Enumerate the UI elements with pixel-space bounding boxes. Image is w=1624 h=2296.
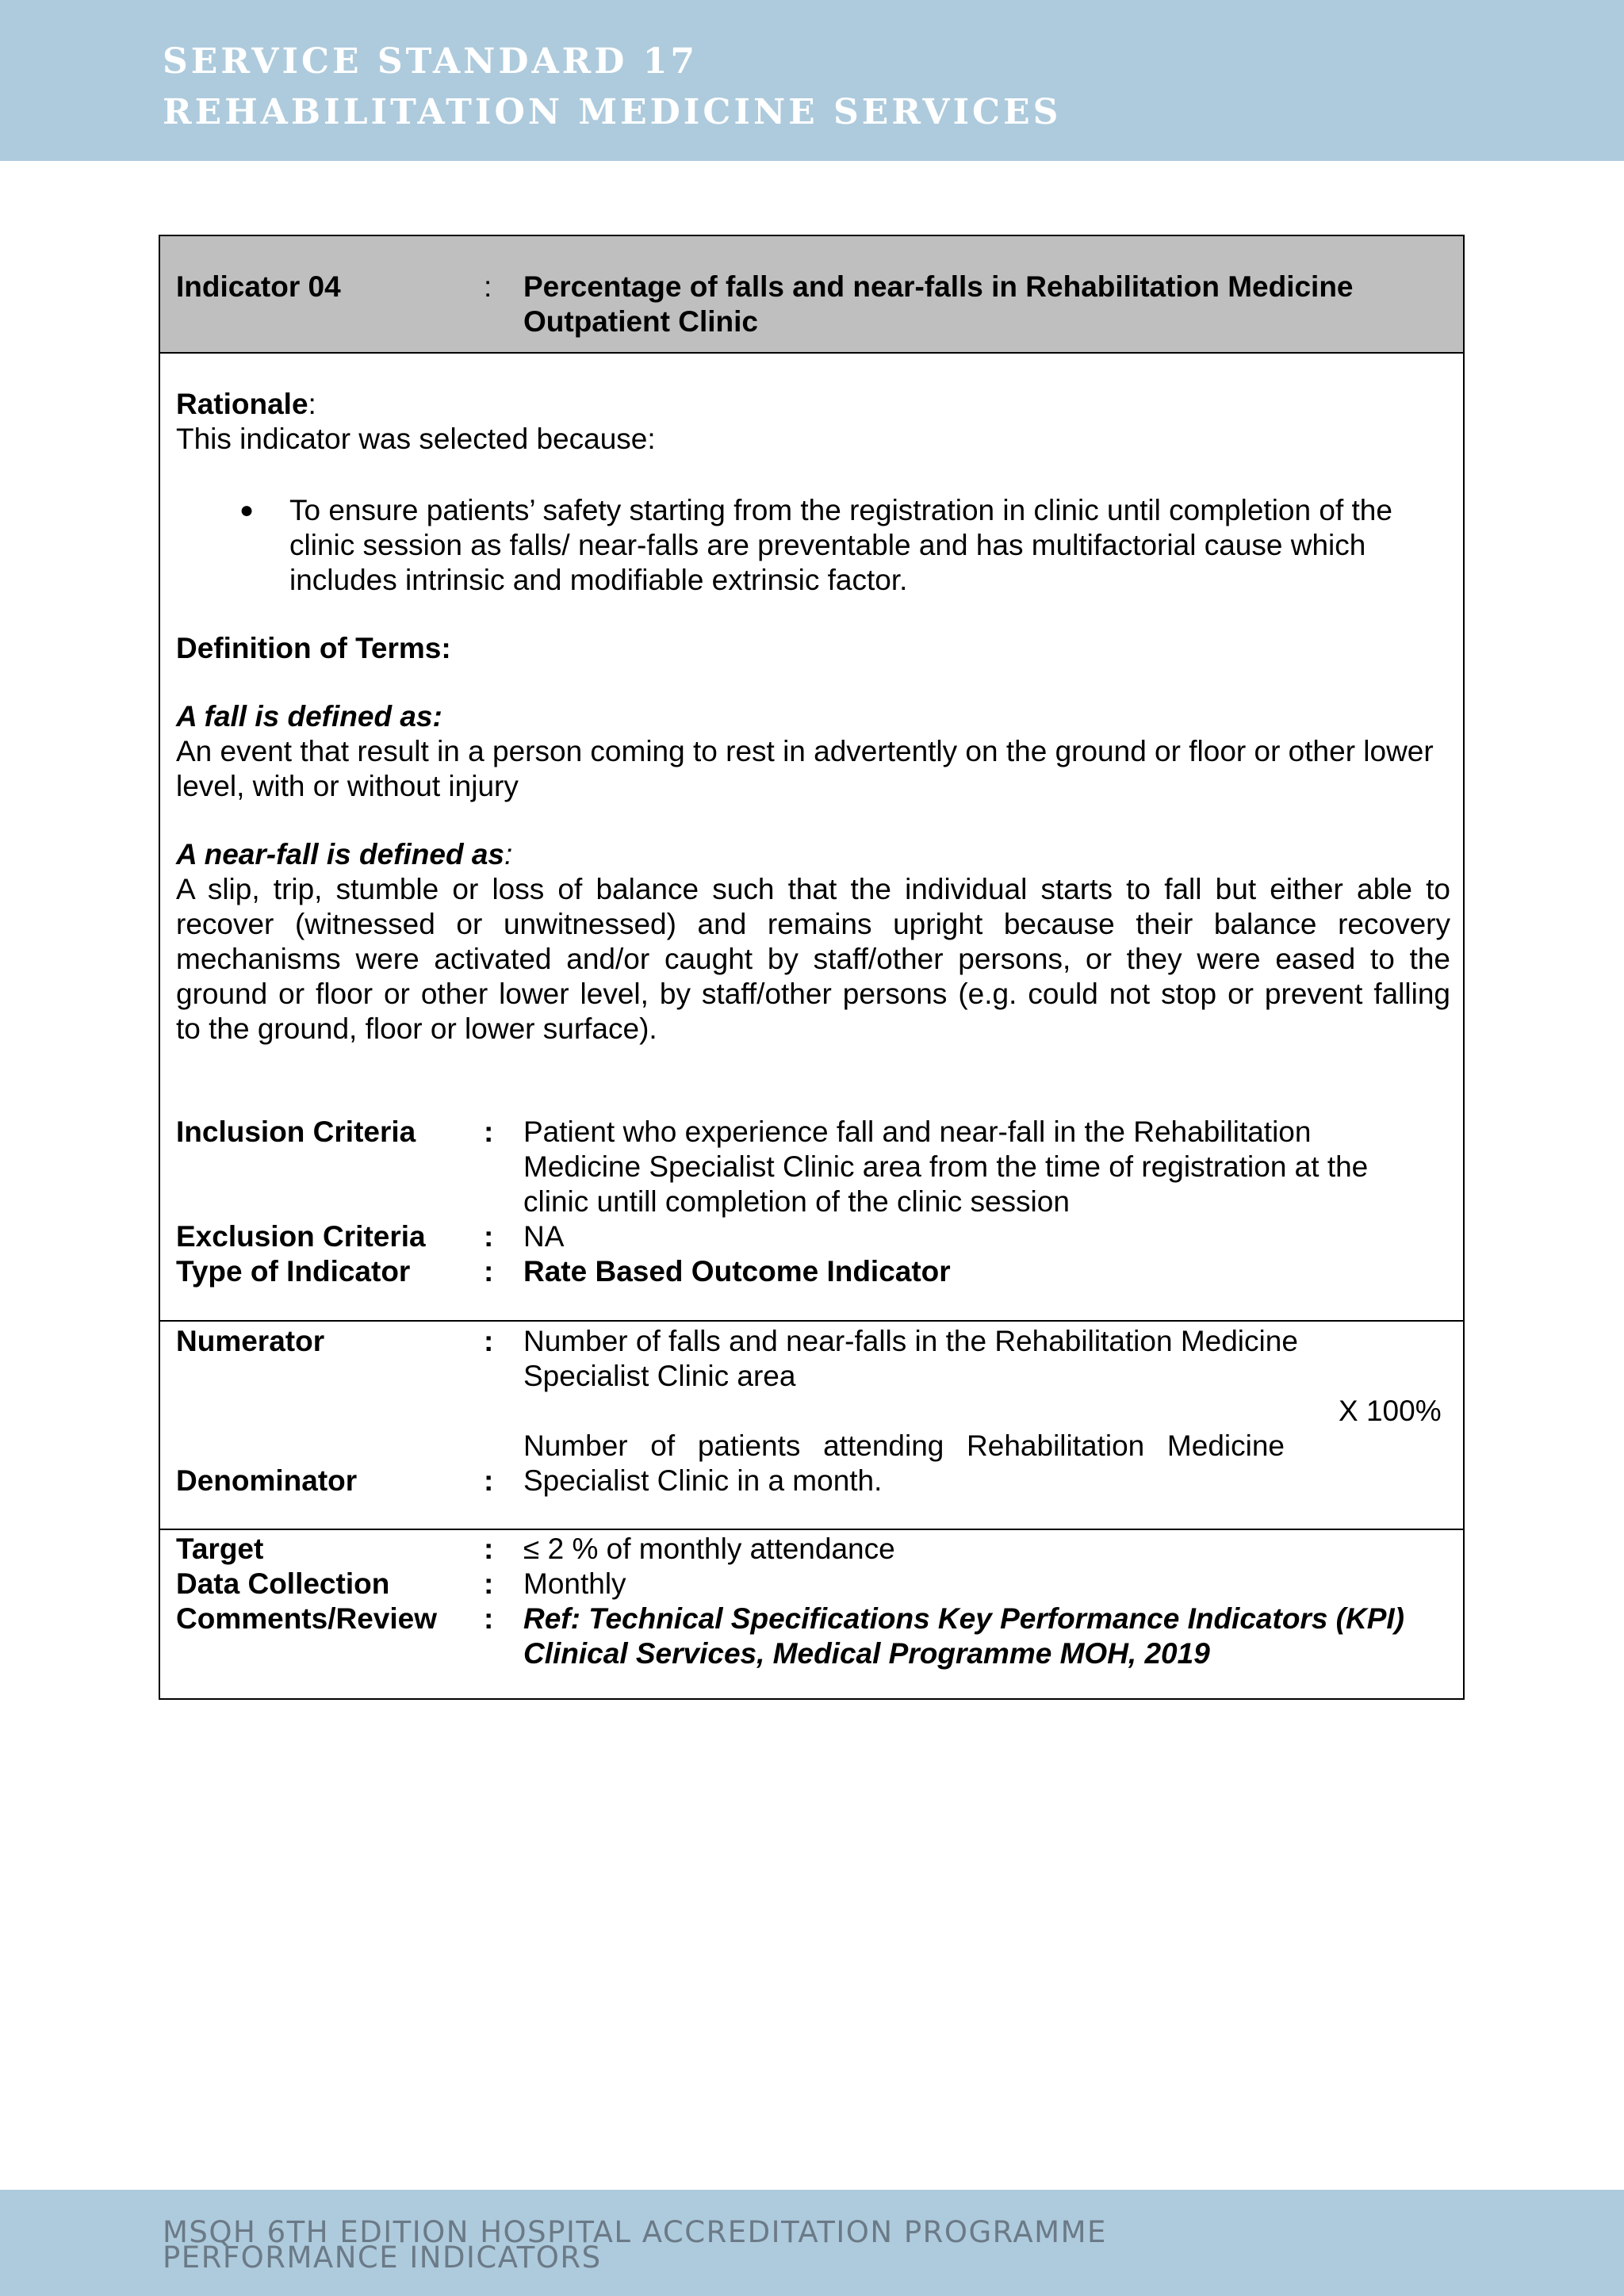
- comments-line1: Ref: Technical Specifications Key Performance Indicators (KPI): [523, 1602, 1404, 1635]
- denominator-line1: Number of patients attending Rehabilitation Medicine: [523, 1429, 1285, 1462]
- comments-line2: Clinical Services, Medical Programme MOH, 2019: [523, 1637, 1210, 1670]
- inclusion-line1: Patient who experience fall and near-fall in the Rehabilitation: [523, 1115, 1312, 1148]
- type-colon: :: [484, 1255, 494, 1288]
- nearfall-line5: to the ground, floor or lower surface).: [176, 1012, 657, 1045]
- numerator-line1: Number of falls and near-falls in the Rehabilitation Medicine: [523, 1325, 1298, 1357]
- fall-line1: An event that result in a person coming to rest in advertently on the ground or floor or other lower: [176, 735, 1434, 767]
- nearfall-heading: A near-fall is defined as:: [176, 838, 513, 871]
- indicator-card: [159, 235, 1465, 1700]
- exclusion-value: NA: [523, 1220, 565, 1253]
- rationale-bullet-line1: To ensure patients’ safety starting from the registration in clinic until completion of the: [289, 494, 1392, 526]
- numerator-line2: Specialist Clinic area: [523, 1360, 796, 1392]
- inclusion-colon: :: [484, 1115, 494, 1148]
- divider: [160, 1320, 1463, 1322]
- target-label: Target: [176, 1533, 264, 1565]
- indicator-title-line1: Percentage of falls and near-falls in Rehabilitation Medicine: [523, 270, 1354, 303]
- divider: [160, 1529, 1463, 1530]
- target-colon: :: [484, 1533, 494, 1565]
- nearfall-line1: A slip, trip, stumble or loss of balance such that the individual starts to fall but either able to: [176, 873, 1450, 905]
- nearfall-line2: recover (witnessed or unwitnessed) and remains upright because their balance recovery: [176, 908, 1450, 940]
- footer-line1: MSQH 6TH EDITION HOSPITAL ACCREDITATION PROGRAMME: [163, 2215, 1107, 2249]
- multiplier-text: X 100%: [1339, 1395, 1442, 1427]
- nearfall-line3: mechanisms were activated and/or caught by staff/other persons, or they were eased to the: [176, 943, 1450, 975]
- footer-line2: PERFORMANCE INDICATORS: [163, 2241, 602, 2275]
- denominator-colon: :: [484, 1464, 494, 1497]
- numerator-colon: :: [484, 1325, 494, 1357]
- comments-label: Comments/Review: [176, 1602, 437, 1635]
- collection-value: Monthly: [523, 1567, 626, 1600]
- header-title-line1: SERVICE STANDARD 17: [163, 41, 698, 82]
- indicator-label: Indicator 04: [176, 270, 341, 303]
- collection-colon: :: [484, 1567, 494, 1600]
- header-title-line2: REHABILITATION MEDICINE SERVICES: [163, 92, 1062, 132]
- comments-colon: :: [484, 1602, 494, 1635]
- definitions-heading: Definition of Terms:: [176, 632, 451, 664]
- collection-label: Data Collection: [176, 1567, 390, 1600]
- exclusion-colon: :: [484, 1220, 494, 1253]
- type-value: Rate Based Outcome Indicator: [523, 1255, 951, 1288]
- target-value: ≤ 2 % of monthly attendance: [523, 1533, 895, 1565]
- rationale-intro: This indicator was selected because:: [176, 423, 656, 455]
- inclusion-line3: clinic untill completion of the clinic session: [523, 1185, 1070, 1218]
- denominator-line2: Specialist Clinic in a month.: [523, 1464, 883, 1497]
- bullet-icon: ●: [239, 497, 255, 523]
- nearfall-line4: ground or floor or other lower level, by staff/other persons (e.g. could not stop or prevent falling: [176, 978, 1450, 1010]
- rationale-heading: Rationale:: [176, 388, 316, 420]
- indicator-title-line2: Outpatient Clinic: [523, 305, 758, 338]
- inclusion-label: Inclusion Criteria: [176, 1115, 416, 1148]
- type-label: Type of Indicator: [176, 1255, 411, 1288]
- indicator-title-bar: [160, 236, 1463, 354]
- exclusion-label: Exclusion Criteria: [176, 1220, 426, 1253]
- fall-line2: level, with or without injury: [176, 770, 519, 802]
- inclusion-line2: Medicine Specialist Clinic area from the time of registration at the: [523, 1150, 1369, 1183]
- rationale-bullet-line2: clinic session as falls/ near-falls are preventable and has multifactorial cause which: [289, 529, 1366, 561]
- denominator-label: Denominator: [176, 1464, 358, 1497]
- numerator-label: Numerator: [176, 1325, 325, 1357]
- fall-heading: A fall is defined as:: [176, 700, 442, 733]
- rationale-bullet-line3: includes intrinsic and modifiable extrinsic factor.: [289, 564, 908, 596]
- indicator-separator: :: [484, 270, 492, 303]
